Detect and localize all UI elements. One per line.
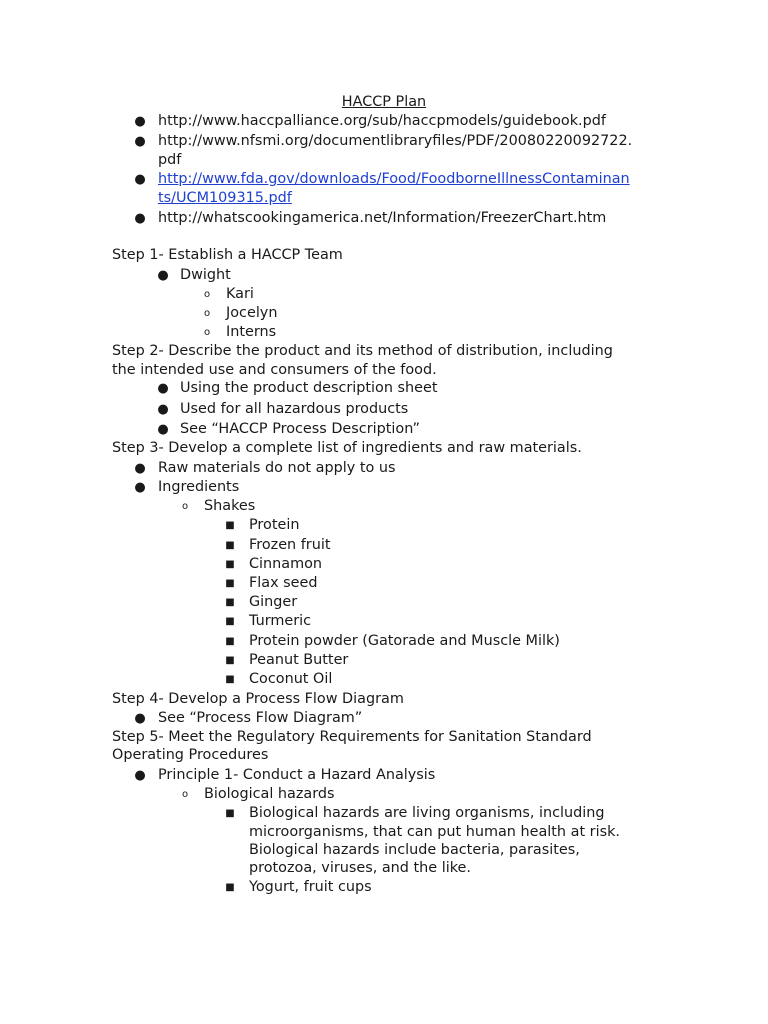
bullet-square: ■ xyxy=(225,616,235,627)
team-member: Kari xyxy=(226,286,254,302)
bullet-circle: o xyxy=(181,789,189,800)
bullet-disc: ● xyxy=(157,268,169,283)
bullet-square: ■ xyxy=(225,674,235,685)
ingredient: Flax seed xyxy=(249,575,318,591)
link-nfsmi: http://www.nfsmi.org/documentlibraryfiles/PDF/20080220092722. xyxy=(158,133,633,149)
ingredient: Protein xyxy=(249,517,300,533)
hazard-description: Biological hazards are living organisms, including xyxy=(249,805,605,821)
sub-item-biological: Biological hazards xyxy=(204,786,335,802)
principle-item: Principle 1- Conduct a Hazard Analysis xyxy=(158,767,436,783)
bullet-square: ■ xyxy=(225,559,235,570)
link-fda[interactable]: http://www.fda.gov/downloads/Food/FoodborneIllnessContaminan xyxy=(158,171,630,187)
bullet-disc: ● xyxy=(134,768,146,783)
ingredient: Turmeric xyxy=(249,613,312,629)
ingredient: Ginger xyxy=(249,594,298,610)
step5-heading-continued: Operating Procedures xyxy=(112,747,269,763)
ingredient: Coconut Oil xyxy=(249,671,333,687)
bullet-circle: o xyxy=(203,289,211,300)
bullet-square: ■ xyxy=(225,636,235,647)
link-fda-continued[interactable]: ts/UCM109315.pdf xyxy=(158,190,292,206)
list-item: Using the product description sheet xyxy=(180,380,438,396)
step1-heading: Step 1- Establish a HACCP Team xyxy=(112,247,343,263)
bullet-square: ■ xyxy=(225,882,235,893)
hazard-description: microorganisms, that can put human health at risk. xyxy=(249,824,620,840)
bullet-disc: ● xyxy=(157,402,169,417)
step4-heading: Step 4- Develop a Process Flow Diagram xyxy=(112,691,404,707)
bullet-disc: ● xyxy=(157,422,169,437)
step3-heading: Step 3- Develop a complete list of ingredients and raw materials. xyxy=(112,440,582,456)
bullet-disc: ● xyxy=(134,711,146,726)
bullet-disc: ● xyxy=(157,381,169,396)
bullet-circle: o xyxy=(203,327,211,338)
ingredient: Peanut Butter xyxy=(249,652,349,668)
hazard-description: protozoa, viruses, and the like. xyxy=(249,860,471,876)
list-item: See “HACCP Process Description” xyxy=(180,421,420,437)
list-item: Used for all hazardous products xyxy=(180,401,409,417)
bullet-square: ■ xyxy=(225,597,235,608)
ingredient: Frozen fruit xyxy=(249,537,331,553)
bullet-square: ■ xyxy=(225,540,235,551)
bullet-circle: o xyxy=(203,308,211,319)
team-member: Jocelyn xyxy=(226,305,278,321)
list-item: Raw materials do not apply to us xyxy=(158,460,396,476)
step2-heading-continued: the intended use and consumers of the food. xyxy=(112,362,437,378)
link-whatscooking: http://whatscookingamerica.net/Information/FreezerChart.htm xyxy=(158,210,607,226)
ingredient: Protein powder (Gatorade and Muscle Milk) xyxy=(249,633,560,649)
hazard-description: Biological hazards include bacteria, parasites, xyxy=(249,842,580,858)
team-member: Interns xyxy=(226,324,277,340)
bullet-square: ■ xyxy=(225,655,235,666)
bullet-square: ■ xyxy=(225,520,235,531)
step5-heading: Step 5- Meet the Regulatory Requirements for Sanitation Standard xyxy=(112,729,592,745)
bullet-circle: o xyxy=(181,501,189,512)
bullet-disc: ● xyxy=(134,172,146,187)
link-nfsmi-continued: pdf xyxy=(158,152,182,168)
link-haccpalliance: http://www.haccpalliance.org/sub/haccpmodels/guidebook.pdf xyxy=(158,113,606,129)
sub-item-shakes: Shakes xyxy=(204,498,256,514)
ingredient: Cinnamon xyxy=(249,556,323,572)
step2-heading: Step 2- Describe the product and its method of distribution, including xyxy=(112,343,613,359)
list-item: Ingredients xyxy=(158,479,240,495)
hazard-example: Yogurt, fruit cups xyxy=(249,879,372,895)
list-item: See “Process Flow Diagram” xyxy=(158,710,363,726)
page-title: HACCP Plan xyxy=(341,94,427,110)
step1-lead: Dwight xyxy=(180,267,231,283)
bullet-disc: ● xyxy=(134,480,146,495)
bullet-disc: ● xyxy=(134,114,146,129)
bullet-disc: ● xyxy=(134,461,146,476)
bullet-disc: ● xyxy=(134,211,146,226)
bullet-square: ■ xyxy=(225,808,235,819)
bullet-disc: ● xyxy=(134,134,146,149)
bullet-square: ■ xyxy=(225,578,235,589)
